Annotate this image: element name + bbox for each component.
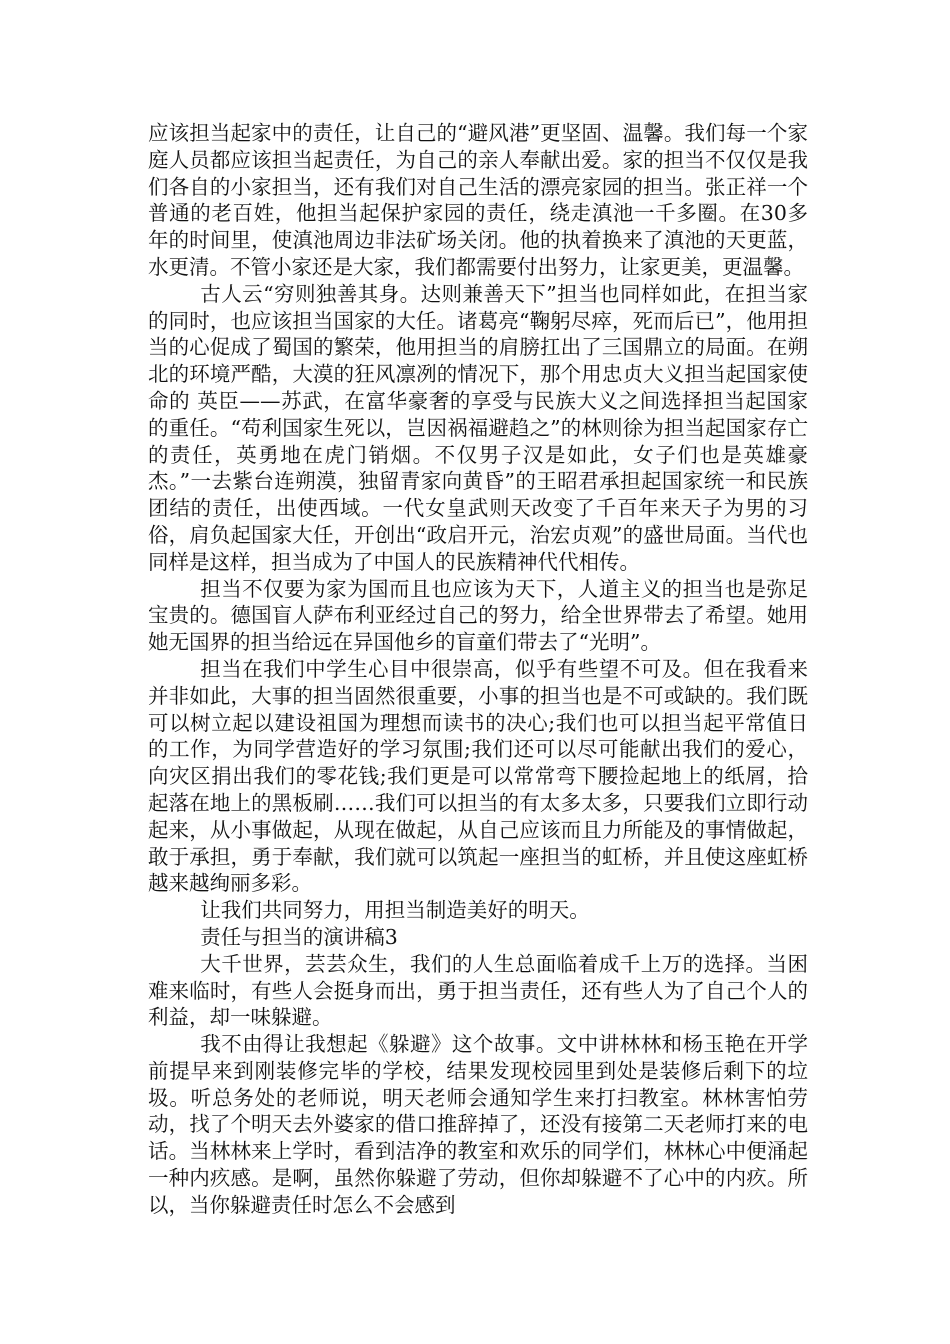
paragraph-story-avoidance: 我不由得让我想起《躲避》这个故事。文中讲林林和杨玉艳在开学前提早来到刚装修完毕的学校，结果发现校园里到处是装修后剩下的垃圾。听总务处的老师说，明天老师会通知学生来打扫教室。林林害怕劳动，找了个明天去外婆家的借口推辞掉了，还没有接第二天老师打来的电话。当林林来上学时，看到洁净的教室和欢乐的同学们，林林心中便涌起一种内疚感。是啊，虽然你躲避了劳动，但你却躲避不了心中的内疚。所以，当你躲避责任时怎么不会感到 (148, 1032, 808, 1217)
paragraph-choices: 大千世界，芸芸众生，我们的人生总面临着成千上万的选择。当困难来临时，有些人会挺身而出，勇于担当责任，还有些人为了自己个人的利益，却一味躲避。 (148, 951, 808, 1030)
paragraph-humanitarian-responsibility: 担当不仅要为家为国而且也应该为天下，人道主义的担当也是弥足宝贵的。德国盲人萨布利亚经过自己的努力，给全世界带去了希望。她用她无国界的担当给远在异国他乡的盲童们带去了“光明”。 (148, 576, 808, 655)
paragraph-closing: 让我们共同努力，用担当制造美好的明天。 (200, 898, 590, 923)
section-heading: 责任与担当的演讲稿3 (200, 924, 398, 949)
paragraph-national-responsibility: 古人云“穷则独善其身。达则兼善天下”担当也同样如此，在担当家的同时，也应该担当国家的大任。诸葛亮“鞠躬尽瘁，死而后已”，他用担当的心促成了蜀国的繁荣，他用担当的肩膀扛出了三国鼎立的局面。在朔北的环境严酷，大漠的狂风凛冽的情况下，那个用忠贞大义担当起国家使命的 英臣——苏武，在富华豪奢的享受与民族大义之间选择担当起国家的重任。“苟利国家生死以，岂因祸福避趋之”的林则徐为担当起国家存亡的责任，英勇地在虎门销烟。不仅男子汉是如此，女子们也是英雄豪杰。”一去紫台连朔漠，独留青家向黄昏”的王昭君承担起国家统一和民族团结的责任，出使西域。一代女皇武则天改变了千百年来天子为男的习俗，肩负起国家大任，开创出“政启开元，治宏贞观”的盛世局面。当代也同样是这样，担当成为了中国人的民族精神代代相传。 (148, 281, 808, 574)
document-page (148, 120, 808, 1219)
paragraph-family-responsibility: 应该担当起家中的责任，让自己的“避风港”更坚固、温馨。我们每一个家庭人员都应该担当起责任，为自己的亲人奉献出爱。家的担当不仅仅是我们各自的小家担当，还有我们对自己生活的漂亮家园的担当。张正祥一个普通的老百姓，他担当起保护家园的责任，绕走滇池一千多圈。在30多年的时间里，使滇池周边非法矿场关闭。他的执着换来了滇池的天更蓝，水更清。不管小家还是大家，我们都需要付出努力，让家更美，更温馨。 (148, 121, 808, 279)
paragraph-student-responsibility: 担当在我们中学生心目中很崇高，似乎有些望不可及。但在我看来并非如此，大事的担当固然很重要，小事的担当也是不可或缺的。我们既可以树立起以建设祖国为理想而读书的决心;我们也可以担当起平常值日的工作，为同学营造好的学习氛围;我们还可以尽可能献出我们的爱心，向灾区捐出我们的零花钱;我们更是可以常常弯下腰捡起地上的纸屑，拾起落在地上的黑板刷……我们可以担当的有太多太多，只要我们立即行动起来，从小事做起，从现在做起，从自己应该而且力所能及的事情做起，敢于承担，勇于奉献，我们就可以筑起一座担当的虹桥，并且使这座虹桥越来越绚丽多彩。 (148, 656, 808, 896)
